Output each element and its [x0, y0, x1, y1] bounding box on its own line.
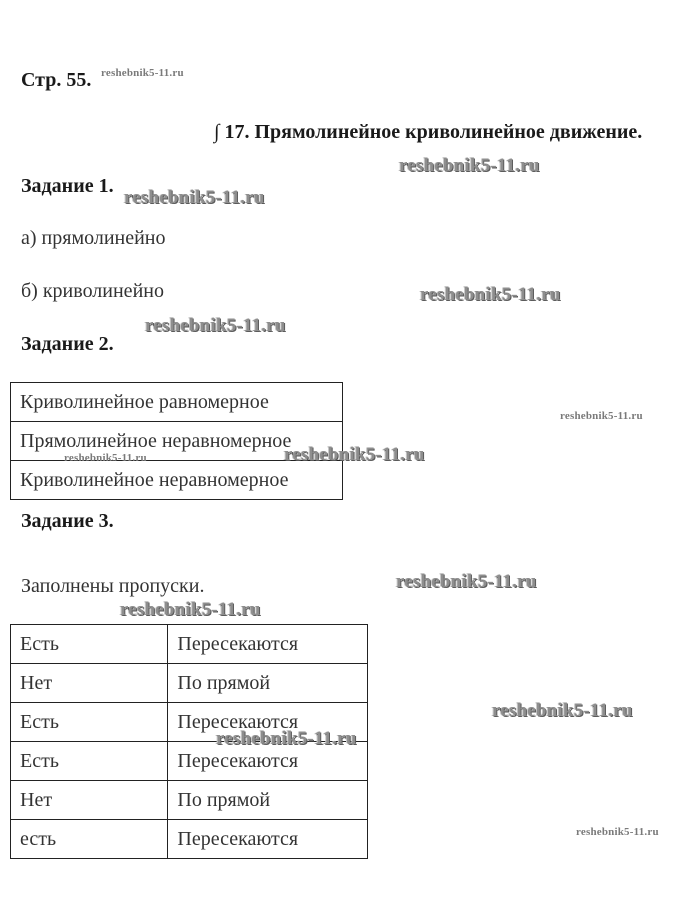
table-row	[11, 383, 343, 422]
table-row	[11, 625, 368, 664]
watermark: reshebnik5-11.ru	[120, 599, 261, 620]
task2-heading: Задание 2.	[21, 333, 114, 355]
watermark: reshebnik5-11.ru	[396, 571, 537, 592]
table-cell: Нет	[11, 664, 168, 703]
task3-heading: Задание 3.	[21, 510, 114, 532]
watermark: reshebnik5-11.ru	[399, 155, 540, 176]
table-cell: Пересекаются	[168, 703, 368, 742]
table-cell: Есть	[11, 625, 168, 664]
table-cell: Криволинейное неравномерное	[11, 461, 343, 500]
table-cell: есть	[11, 820, 168, 859]
table-cell: По прямой	[168, 664, 368, 703]
task1-answer-a: а) прямолинейно	[21, 227, 166, 249]
watermark: reshebnik5-11.ru	[101, 67, 184, 79]
table-cell: Есть	[11, 703, 168, 742]
task1-heading: Задание 1.	[21, 175, 114, 197]
table-cell: Криволинейное равномерное	[11, 383, 343, 422]
section-title: ∫ 17. Прямолинейное криволинейное движение.	[214, 121, 643, 143]
table-cell: Есть	[11, 742, 168, 781]
table-row	[11, 781, 368, 820]
table-cell: По прямой	[168, 781, 368, 820]
table-cell: Пересекаются	[168, 742, 368, 781]
page-label: Стр. 55.	[21, 69, 92, 91]
watermark: reshebnik5-11.ru	[576, 826, 659, 838]
watermark: reshebnik5-11.ru	[124, 187, 265, 208]
table-cell: Пересекаются	[168, 820, 368, 859]
table-cell: Прямолинейное неравномерное	[11, 422, 343, 461]
task1-answer-b: б) криволинейно	[21, 280, 164, 302]
watermark: reshebnik5-11.ru	[420, 284, 561, 305]
table-row	[11, 461, 343, 500]
table-row	[11, 820, 368, 859]
watermark: reshebnik5-11.ru	[284, 444, 425, 465]
watermark: reshebnik5-11.ru	[64, 452, 147, 464]
table-row	[11, 664, 368, 703]
table-cell: Пересекаются	[168, 625, 368, 664]
watermark: reshebnik5-11.ru	[560, 410, 643, 422]
table-cell: Нет	[11, 781, 168, 820]
watermark: reshebnik5-11.ru	[492, 700, 633, 721]
watermark: reshebnik5-11.ru	[216, 728, 357, 749]
task3-note: Заполнены пропуски.	[21, 575, 205, 597]
task2-table	[10, 382, 343, 500]
watermark: reshebnik5-11.ru	[145, 315, 286, 336]
